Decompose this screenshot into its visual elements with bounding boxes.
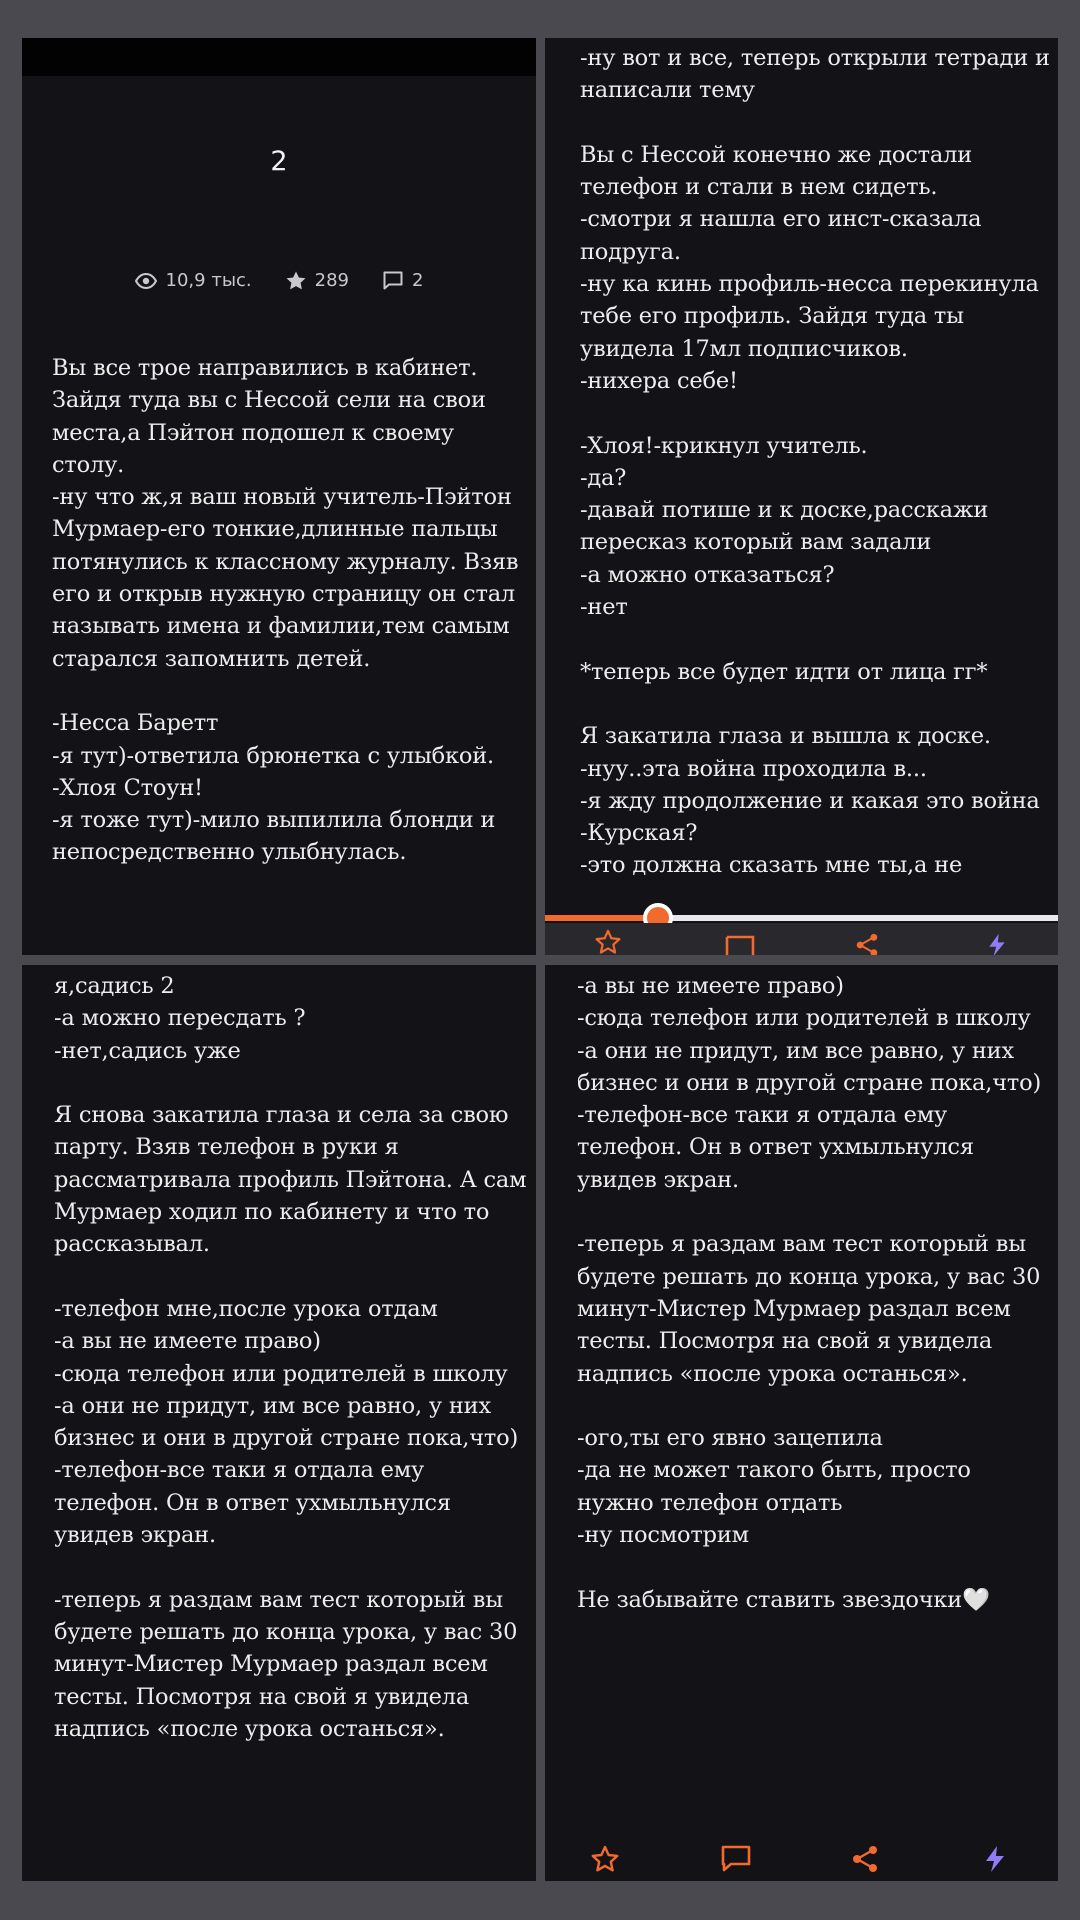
star-icon[interactable] <box>590 1845 620 1873</box>
star-icon <box>286 271 306 290</box>
story-text: -а вы не имеете право) -сюда телефон или родителей в школу -а они не придут, им все равно, у них бизнес и они в другой стране пока,что) -телефон-все таки я отдала ему телефон. Он в ответ ухмыльнулся увидев экран. -теперь я раздам вам тест который вы будете решать до конца урока, у вас 30 минут-Мистер Мурмаер раздал всем тесты. Посмотря на свой я увидела надпись «после урока останься». -ого,ты его явно зацепила -да не может такого быть, просто нужно телефон отдать -ну посмотрим Не забывайте ставить звездочки🤍 <box>577 973 1042 1613</box>
story-text: Вы все трое направились в кабинет. Зайдя туда вы с Нессой сели на свои места,а Пэйтон подошел к своему столу. -ну что ж,я ваш новый учитель-Пэйтон Мурмаер-его тонкие,длинные пальцы потянулись к классному журналу. Взяв его и открыв нужную страницу он стал называть имена и фамилии,тем самым старался запомнить детей. -Несса Баретт -я тут)-ответила брюнетка с улыбкой. -Хлоя Стоун! -я тоже тут)-мило выпилила блонди и непосредственно улыбнулась. <box>52 355 519 866</box>
star-icon[interactable] <box>593 929 623 955</box>
share-icon[interactable] <box>851 1845 879 1873</box>
lightning-icon[interactable] <box>985 933 1009 955</box>
page-panel-3 <box>22 965 536 1881</box>
comments-stat <box>383 270 423 291</box>
stars-stat <box>286 270 349 291</box>
eye-icon <box>135 273 157 289</box>
comments-count: 2 <box>412 270 424 291</box>
reading-progress-slider[interactable] <box>545 915 1058 923</box>
reader-toolbar <box>545 1837 1058 1881</box>
progress-fill <box>545 915 658 921</box>
story-text: -ну вот и все, теперь открыли тетради и написали тему Вы с Нессой конечно же достали телефон и стали в нем сидеть. -смотри я нашла его инст-сказала подруга. -ну ка кинь профиль-несса перекинула тебе его профиль. Зайдя туда ты увидела 17мл подписчиков. -нихера себе! -Хлоя!-крикнул учитель. -да? -давай потише и к доске,расскажи пересказ который вам задали -а можно отказаться? -нет *теперь все будет идти от лица гг* Я закатила глаза и вышла к доске. -нуу..эта война проходила в... -я жду продолжение и какая это война -Курская? -это должна сказать мне ты,а не <box>580 45 1050 879</box>
page-panel-1 <box>22 38 536 955</box>
comment-icon[interactable] <box>725 935 755 955</box>
reader-toolbar <box>545 923 1058 955</box>
chapter-title: 2 <box>270 146 288 177</box>
comment-icon <box>383 271 403 290</box>
views-count: 10,9 тыс. <box>165 270 252 291</box>
lightning-icon[interactable] <box>983 1845 1007 1873</box>
story-text: я,садись 2 -а можно пересдать ? -нет,садись уже Я снова закатила глаза и села за свою парту. Взяв телефон в руки я рассматривала профиль Пэйтона. А сам Мурмаер ходил по кабинету и что то рассказывал. -телефон мне,после урока отдам -а вы не имеете право) -сюда телефон или родителей в школу -а они не придут, им все равно, у них бизнес и они в другой стране пока,что) -телефон-все таки я отдала ему телефон. Он в ответ ухмыльнулся увидев экран. -теперь я раздам вам тест который вы будете решать до конца урока, у вас 30 минут-Мистер Мурмаер раздал всем тесты. Посмотря на свой я увидела надпись «после урока останься». <box>54 973 527 1742</box>
chapter-stats <box>22 270 536 291</box>
page-panel-2 <box>545 38 1058 955</box>
views-stat <box>135 270 252 291</box>
share-icon[interactable] <box>853 933 881 955</box>
comment-icon[interactable] <box>721 1845 751 1873</box>
page-panel-4 <box>545 965 1058 1881</box>
status-bar <box>22 38 536 76</box>
stars-count: 289 <box>314 270 350 291</box>
